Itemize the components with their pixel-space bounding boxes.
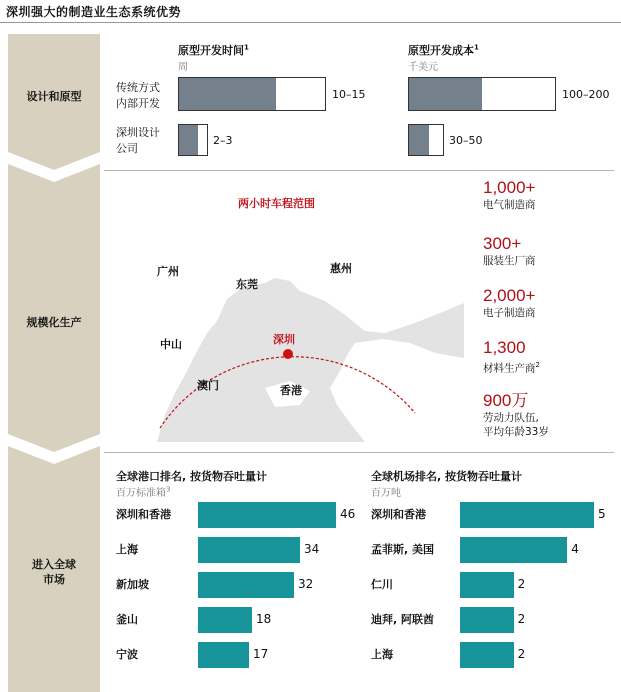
row-label-market-2: 市场 [43,573,65,586]
air-value-2: 2 [517,577,526,591]
time-value-traditional: 10–15 [332,88,366,101]
city-hongkong: 香港 [280,384,302,397]
air-bar-0 [460,502,594,528]
air-value-1: 4 [571,542,579,556]
time-header: 原型开发时间$^1$ [178,43,249,57]
air-value-3: 2 [517,612,526,626]
stat-apparel: 300+ 服装生厂商 [483,234,536,267]
port-category-1: 上海 [116,543,138,556]
materials-footnote: 2 [535,361,540,369]
cost-header: 原型开发成本$^1$ [408,43,479,57]
title-rule [0,22,621,23]
row-label-production: 规模化生产 [26,316,82,329]
port-bar-3 [198,607,252,633]
port-bar-1 [198,537,300,563]
row-chevrons [8,34,100,692]
port-value-3: 18 [256,612,272,626]
cost-bar-shenzhen-fill [409,125,429,155]
air-category-2: 仁川 [371,578,393,591]
port-value-0: 46 [340,507,356,521]
air-category-3: 迪拜, 阿联酋 [371,613,435,626]
port-unit: 百万标准箱$^3$ [116,485,171,499]
time-unit: 周 [178,62,188,73]
row-label-design: 设计和原型 [26,90,82,103]
stats-list [483,178,617,439]
cost-unit: 千美元 [408,62,438,73]
time-bar-traditional-fill [179,78,276,110]
stat-workforce: 900万 劳动力队伍, 平均年龄33岁 [483,391,549,438]
time-bar-shenzhen [178,124,208,156]
air-value-0: 5 [598,507,606,521]
map-range-label: 两小时车程范围 [238,197,315,210]
air-bar-2 [460,572,514,598]
separator-2 [104,452,614,453]
air-header: 全球机场排名, 按货物吞吐量计 [371,470,523,483]
port-bar-0 [198,502,336,528]
city-shenzhen: 深圳 [273,333,295,346]
city-guangzhou: 广州 [157,265,179,278]
port-bar-4 [198,642,249,668]
port-value-1: 34 [304,542,320,556]
separator-1 [104,170,614,171]
city-zhongshan: 中山 [160,338,182,351]
shenzhen-dot [283,349,293,359]
port-bar-2 [198,572,294,598]
cost-value-traditional: 100–200 [562,88,610,101]
port-category-3: 釜山 [116,613,138,626]
cost-value-shenzhen: 30–50 [449,134,483,147]
cost-bar-traditional [408,77,556,111]
port-value-2: 32 [298,577,314,591]
air-category-4: 上海 [371,648,393,661]
time-footnote: 1 [244,43,249,52]
port-header: 全球港口排名, 按货物吞吐量计 [116,470,268,483]
port-footnote: 3 [166,485,171,494]
time-bar-traditional [178,77,326,111]
chevron-production [8,164,100,452]
air-category-1: 孟菲斯, 美国 [371,543,435,556]
air-unit: 百万吨 [371,488,401,499]
cost-bar-traditional-fill [409,78,482,110]
air-value-4: 2 [517,647,526,661]
cost-bar-shenzhen [408,124,444,156]
label-shenzhen-design: 深圳设计 公司 [116,126,160,155]
page-title: 深圳强大的制造业生态系统优势 [6,5,182,19]
row-label-market-1: 进入全球 [32,558,76,571]
pearl-river-delta-map [115,183,464,442]
cost-footnote: 1 [474,43,479,52]
city-huizhou: 惠州 [330,262,352,275]
time-value-shenzhen: 2–3 [213,134,233,147]
port-category-2: 新加坡 [116,578,149,591]
air-category-0: 深圳和香港 [371,508,426,521]
air-bar-3 [460,607,514,633]
stat-electronics: 2,000+ 电子制造商 [483,286,536,319]
air-bar-1 [460,537,567,563]
stat-materials: 1,300 材料生产商$^2$ [483,338,540,375]
time-bar-shenzhen-fill [179,125,198,155]
city-dongguan: 东莞 [236,278,258,291]
port-category-4: 宁波 [116,648,138,661]
city-macau: 澳门 [197,379,219,392]
port-category-0: 深圳和香港 [116,508,171,521]
air-bar-4 [460,642,514,668]
stat-electrical: 1,000+ 电气制造商 [483,178,536,211]
label-traditional: 传统方式 内部开发 [116,81,160,110]
port-value-4: 17 [253,647,269,661]
